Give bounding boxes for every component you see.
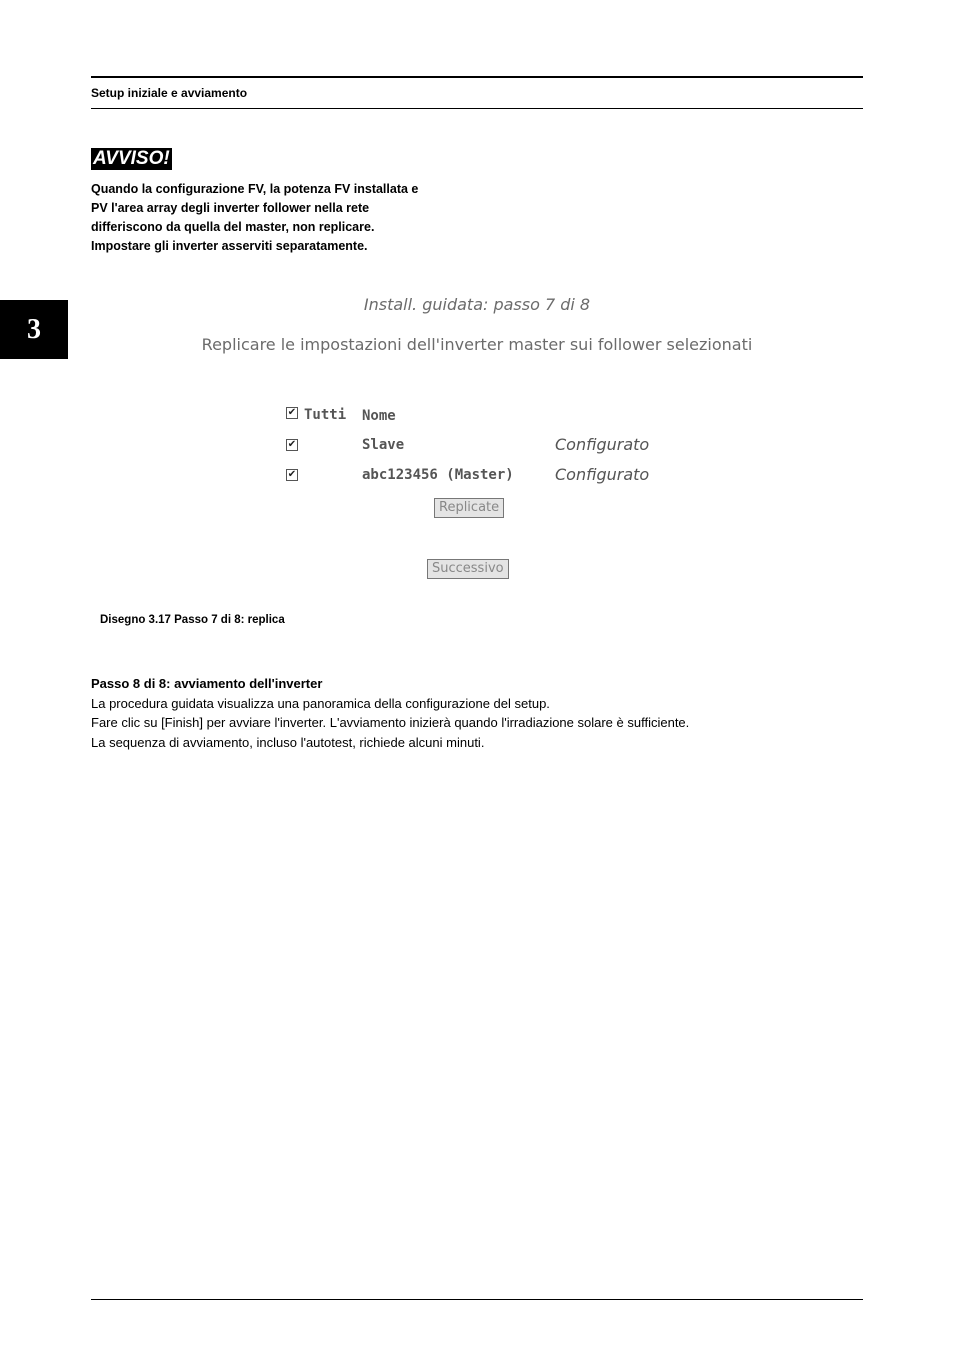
notice-body bbox=[91, 180, 461, 256]
select-all-label: Tutti bbox=[304, 407, 347, 423]
page-header-title: Setup iniziale e avviamento bbox=[91, 86, 248, 100]
notice-line: PV l'area array degli inverter follower nella rete bbox=[91, 201, 370, 215]
wizard-screenshot bbox=[91, 285, 863, 595]
notice-line: Quando la configurazione FV, la potenza FV installata e bbox=[91, 182, 419, 196]
step-8-section bbox=[91, 674, 863, 752]
footer-rule bbox=[91, 1299, 863, 1300]
next-button[interactable]: Successivo bbox=[427, 559, 509, 579]
inverter-name: Slave bbox=[362, 437, 405, 453]
chapter-tab: 3 bbox=[0, 300, 68, 359]
header-bottom-rule bbox=[91, 108, 863, 109]
row-checkbox[interactable]: ✔ bbox=[287, 439, 297, 450]
header-top-rule bbox=[91, 76, 863, 78]
notice-line: Impostare gli inverter asserviti separatamente. bbox=[91, 239, 368, 253]
notice-line: differiscono da quella del master, non replicare. bbox=[91, 220, 375, 234]
select-all-checkbox[interactable]: ✔ bbox=[287, 407, 297, 418]
section-line: La procedura guidata visualizza una panoramica della configurazione del setup. bbox=[91, 695, 550, 711]
inverter-name: abc123456 (Master) bbox=[362, 467, 514, 483]
section-heading: Passo 8 di 8: avviamento dell'inverter bbox=[91, 676, 323, 691]
section-line: Fare clic su [Finish] per avviare l'inverter. L'avviamento inizierà quando l'irradiazione solare è sufficiente. bbox=[91, 715, 690, 730]
section-line: La sequenza di avviamento, incluso l'autotest, richiede alcuni minuti. bbox=[91, 734, 485, 750]
name-column-header: Nome bbox=[362, 408, 396, 424]
inverter-status: Configurato bbox=[555, 435, 650, 454]
row-checkbox[interactable]: ✔ bbox=[287, 469, 297, 480]
wizard-step-title: Install. guidata: passo 7 di 8 bbox=[363, 295, 591, 314]
replicate-button[interactable]: Replicate bbox=[434, 498, 504, 518]
inverter-status: Configurato bbox=[555, 465, 650, 484]
figure-caption: Disegno 3.17 Passo 7 di 8: replica bbox=[100, 614, 285, 626]
wizard-step-subtitle: Replicare le impostazioni dell'inverter master sui follower selezionati bbox=[201, 335, 753, 354]
notice-title: AVVISO! bbox=[93, 148, 170, 169]
